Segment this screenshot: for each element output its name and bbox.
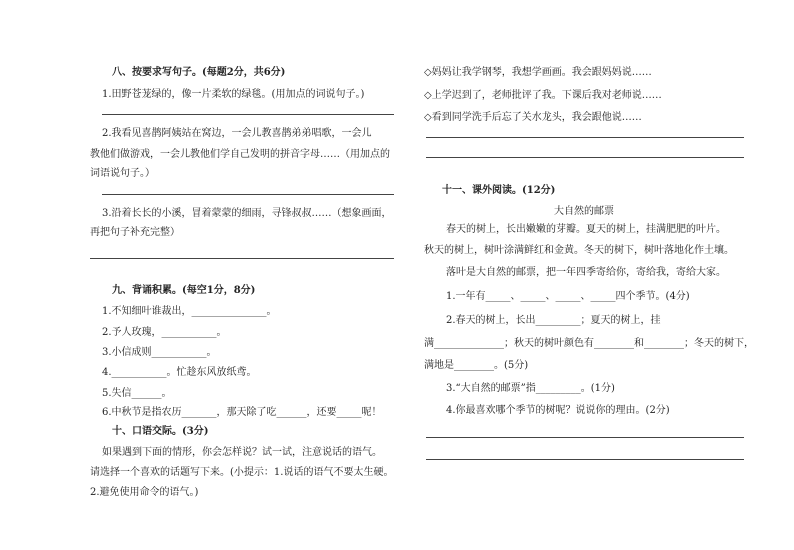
s9-item-4: 4.___________。忙趁东风放纸鸢。 [102,367,257,378]
passage-paragraph-2: 秋天的树上，树叶涂满鲜红和金黄。冬天的树下，树叶落地化作土壤。 [424,245,734,256]
s9-item-2: 2.予人玫瑰，___________。 [102,327,227,338]
s8-question-3-line-2: 再把句子补充完整） [90,227,180,238]
s10-paragraph-2: 请选择一个喜欢的话题写下来。(小提示：1.说话的语气不要太生硬。 [90,467,394,478]
answer-line[interactable] [102,194,394,195]
s9-item-3: 3.小信成则___________。 [102,347,217,358]
passage-title: 大自然的邮票 [554,206,614,217]
s11-question-2-line-3: 满地是________。(5分) [424,360,529,371]
s8-question-1: 1.田野苍茏绿的，像一片柔软的绿毯。(用加点的词说句子。) [102,89,365,100]
section-11-title: 十一、课外阅读。(12分) [442,185,556,196]
answer-line[interactable] [102,114,394,115]
s8-question-2-line-2: 教他们做游戏，一会儿教他们学自己发明的拼音字母……（用加点的 [90,149,390,160]
section-8-title: 八、按要求写句子。(每题2分，共6分) [112,67,286,78]
s11-question-4: 4.你最喜欢哪个季节的树呢？说说你的理由。(2分) [446,405,670,416]
s11-question-2-line-2: 满______________；秋天的树叶颜色有________和________；冬天的树下， [424,338,754,349]
section-9-title: 九、背诵积累。(每空1分，8分) [112,285,256,296]
s11-question-1: 1.一年有_____、_____、_____、_____四个季节。(4分) [446,291,690,302]
section-10-title: 十、口语交际。(3分) [112,426,209,437]
s10-option-1: ◇妈妈让我学钢琴，我想学画画。我会跟妈妈说…… [424,67,652,78]
s11-question-3: 3.“大自然的邮票”指_________。(1分) [446,383,615,394]
answer-line[interactable] [426,157,744,158]
s10-option-3: ◇看到同学洗手后忘了关水龙头，我会跟他说…… [424,112,642,123]
passage-paragraph-3: 落叶是大自然的邮票，把一年四季寄给你，寄给我，寄给大家。 [446,267,726,278]
passage-paragraph-1: 春天的树上，长出嫩嫩的芽瓣。夏天的树上，挂满肥肥的叶片。 [446,224,726,235]
s10-paragraph-1: 如果遇到下面的情形，你会怎样说？试一试，注意说话的语气。 [102,447,382,458]
answer-line[interactable] [90,258,394,259]
answer-line[interactable] [426,137,744,138]
s9-item-6: 6.中秋节是指农历_______，那天除了吃______，还要_____呢！ [102,407,382,418]
s8-question-2-line-3: 词语说句子。） [90,168,155,179]
s8-question-2-line-1: 2.我看见喜鹊阿姨站在窝边，一会儿教喜鹊弟弟唱歌，一会儿 [102,128,372,139]
s11-question-2-line-1: 2.春天的树上，长出_________；夏天的树上，挂 [446,315,661,326]
s10-option-2: ◇上学迟到了，老师批评了我。下课后我对老师说…… [424,90,662,101]
s9-item-1: 1.不知细叶谁裁出，_______________。 [102,306,277,317]
s9-item-5: 5.失信______。 [102,388,172,399]
answer-line[interactable] [426,437,744,438]
s10-paragraph-3: 2.避免使用命令的语气。) [90,487,199,498]
s8-question-3-line-1: 3.沿着长长的小溪，冒着蒙蒙的细雨，寻锋叔叔……（想象画面， [102,208,392,219]
answer-line[interactable] [426,459,744,460]
